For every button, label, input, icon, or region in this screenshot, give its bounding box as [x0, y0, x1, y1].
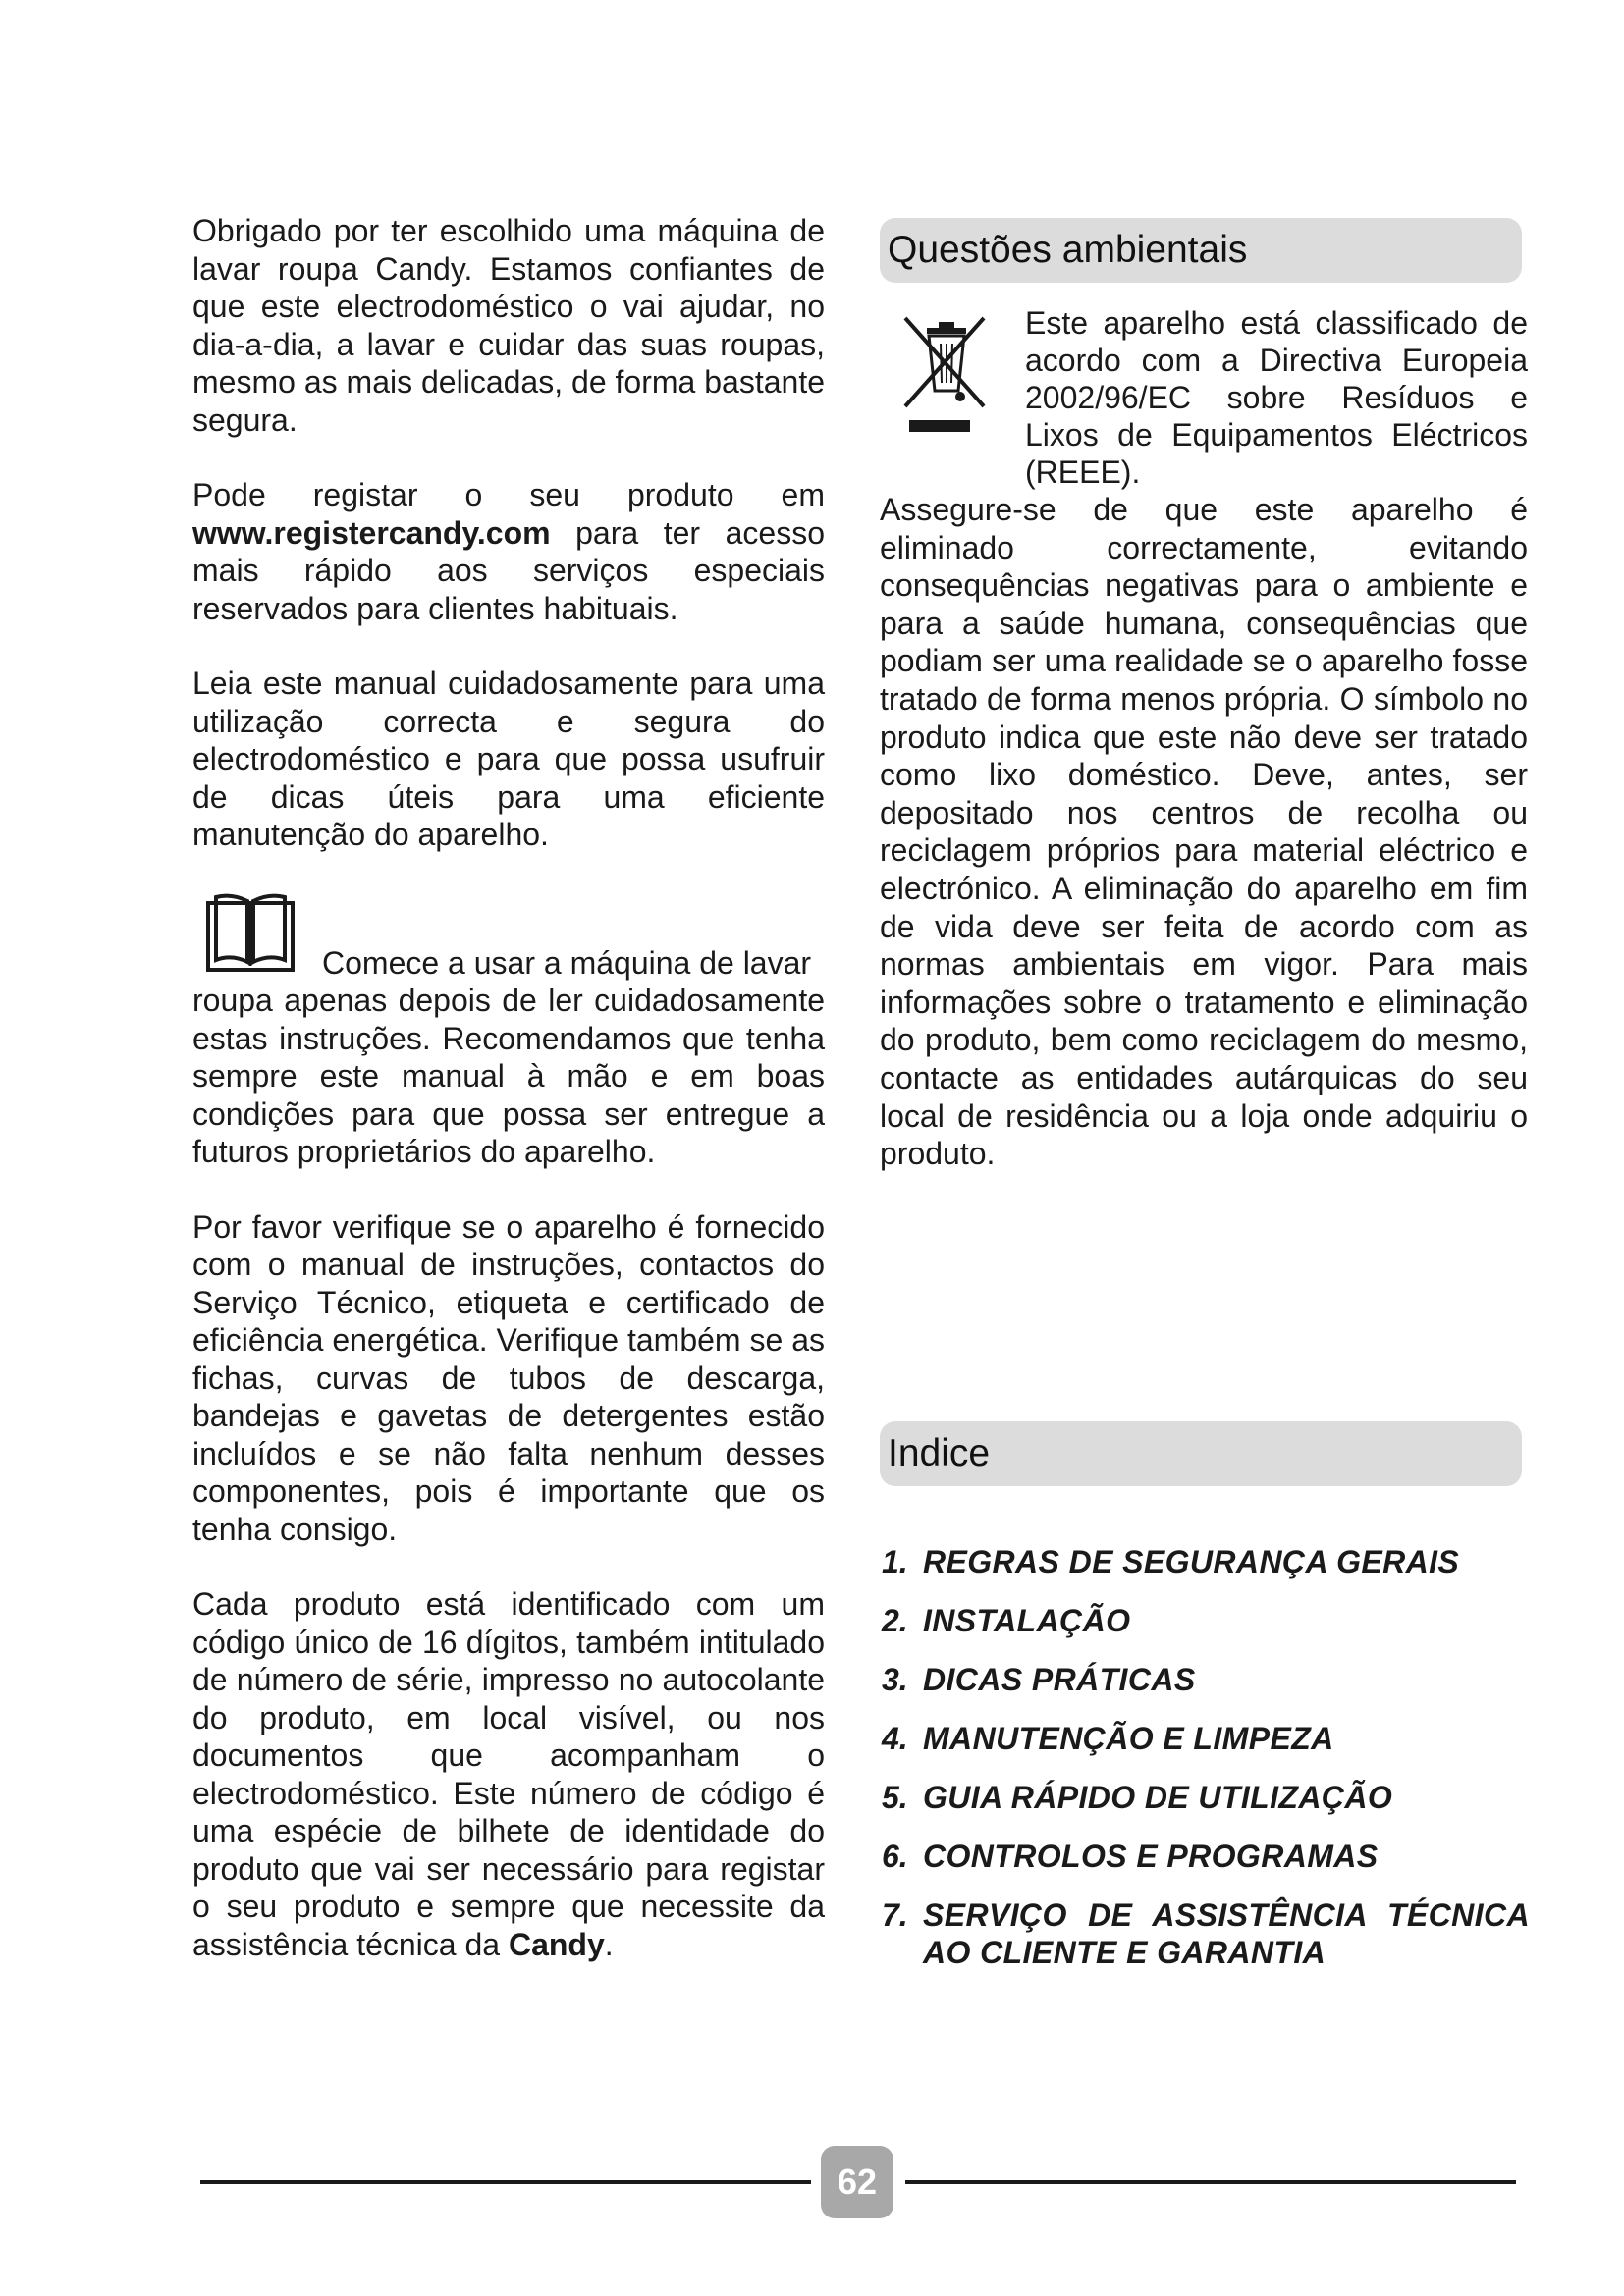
weee-text: Este aparelho está classificado de acordo com a Directiva Europeia 2002/96/EC sobre Resíduos e Lixos de Equipamentos Eléctricos (REEE).: [1025, 305, 1528, 490]
register-prefix: Pode registar o seu produto em: [192, 477, 825, 512]
crossed-bin-icon: [901, 312, 992, 436]
page-number-badge: 62: [821, 2146, 893, 2218]
index-item-number: 7.: [882, 1897, 908, 1933]
register-suffix: para ter acesso: [575, 514, 826, 551]
serial-end-dot: .: [604, 1926, 614, 1962]
left-column: [192, 212, 825, 2001]
register-rest: mais rápido aos serviços especiais reservados para clientes habituais.: [192, 553, 825, 626]
manual-notice: [192, 891, 825, 1171]
index-item-label: DICAS PRÁTICAS: [923, 1662, 1196, 1697]
intro-paragraph-check-contents: Por favor verifique se o aparelho é fornecido com o manual de instruções, contactos do Serviço Técnico, etiqueta e certificado de eficiência energética. Verifique também se as fichas, curvas de tubos de descarga, bandejas e gavetas de detergentes estão incluídos e se não falta nenhum desses componentes, pois é importante que os tenha consigo.: [192, 1208, 825, 1547]
index-item-label: REGRAS DE SEGURANÇA GERAIS: [923, 1544, 1460, 1579]
weee-notice: [880, 304, 1528, 491]
brand-name: Candy: [508, 1926, 605, 1962]
manual-notice-body: roupa apenas depois de ler cuidadosamente estas instruções. Recomendamos que tenha sempre este manual à mão e em boas condições para que possa ser entregue a futuros proprietários do aparelho.: [192, 983, 825, 1169]
index-item-label: CONTROLOS E PROGRAMAS: [923, 1839, 1379, 1874]
register-link[interactable]: www.registercandy.com: [192, 514, 551, 551]
index-item[interactable]: [882, 1720, 1530, 1757]
index-item-number: 1.: [882, 1544, 908, 1579]
index-item-number: 2.: [882, 1603, 908, 1638]
index-item[interactable]: [882, 1779, 1530, 1816]
intro-paragraph-serial: [192, 1585, 825, 1963]
index-item[interactable]: [882, 1543, 1530, 1580]
environment-body: Assegure-se de que este aparelho é eliminado correctamente, evitando consequências negativas para o ambiente e para a saúde humana, consequências que podiam ser uma realidade se o aparelho fosse tratado de forma menos própria. O símbolo no produto indica que este não deve ser tratado como lixo doméstico. Deve, antes, ser depositado nos centros de recolha ou reciclagem próprios para material eléctrico e electrónico. A eliminação do aparelho em fim de vida deve ser feita de acordo com as normas ambientais em vigor. Para mais informações sobre o tratamento e eliminação do produto, bem como reciclagem do mesmo, contacte as entidades autárquicas do seu local de residência ou a loja onde adquiriu o produto.: [880, 492, 1528, 1172]
index-item-number: 4.: [882, 1721, 908, 1756]
index-item-label: SERVIÇO DE ASSISTÊNCIA TÉCNICA AO CLIENTE E GARANTIA: [923, 1897, 1530, 1970]
index-item[interactable]: [882, 1602, 1530, 1639]
index-item-number: 5.: [882, 1780, 908, 1815]
index-list: [882, 1543, 1530, 1993]
environment-section: [880, 218, 1528, 1204]
open-book-icon: [206, 891, 295, 972]
index-item-number: 6.: [882, 1839, 908, 1874]
intro-paragraph-read-manual: Leia este manual cuidadosamente para uma utilização correcta e segura do electrodoméstico e para que possa usufruir de dicas úteis para uma eficiente manutenção do aparelho.: [192, 666, 825, 852]
index-item-label: INSTALAÇÃO: [923, 1603, 1131, 1638]
serial-text: Cada produto está identificado com um código único de 16 dígitos, também intitulado de número de série, impresso no autocolante do produto, em local visível, ou nos documentos que acompanham o electrodoméstico. Este número de código é uma espécie de bilhete de identidade do produto que vai ser necessário para registar o seu produto e sempre que necessite da assistência técnica da: [192, 1586, 825, 1962]
index-item[interactable]: [882, 1838, 1530, 1875]
footer-rule-left: [200, 2180, 811, 2184]
index-item[interactable]: [882, 1896, 1530, 1971]
environment-title: Questões ambientais: [880, 218, 1522, 283]
manual-notice-first-line: Comece a usar a máquina de lavar: [322, 944, 812, 981]
index-item[interactable]: [882, 1661, 1530, 1698]
footer-rule-right: [905, 2180, 1516, 2184]
intro-paragraph-register: [192, 476, 825, 627]
index-item-label: GUIA RÁPIDO DE UTILIZAÇÃO: [923, 1780, 1393, 1815]
index-item-label: MANUTENÇÃO E LIMPEZA: [923, 1721, 1334, 1756]
index-item-number: 3.: [882, 1662, 908, 1697]
index-title: Indice: [880, 1421, 1522, 1486]
intro-paragraph-thanks: Obrigado por ter escolhido uma máquina de lavar roupa Candy. Estamos confiantes de que este electrodoméstico o vai ajudar, no dia-a-dia, a lavar e cuidar das suas roupas, mesmo as mais delicadas, de forma bastante segura.: [192, 213, 825, 438]
